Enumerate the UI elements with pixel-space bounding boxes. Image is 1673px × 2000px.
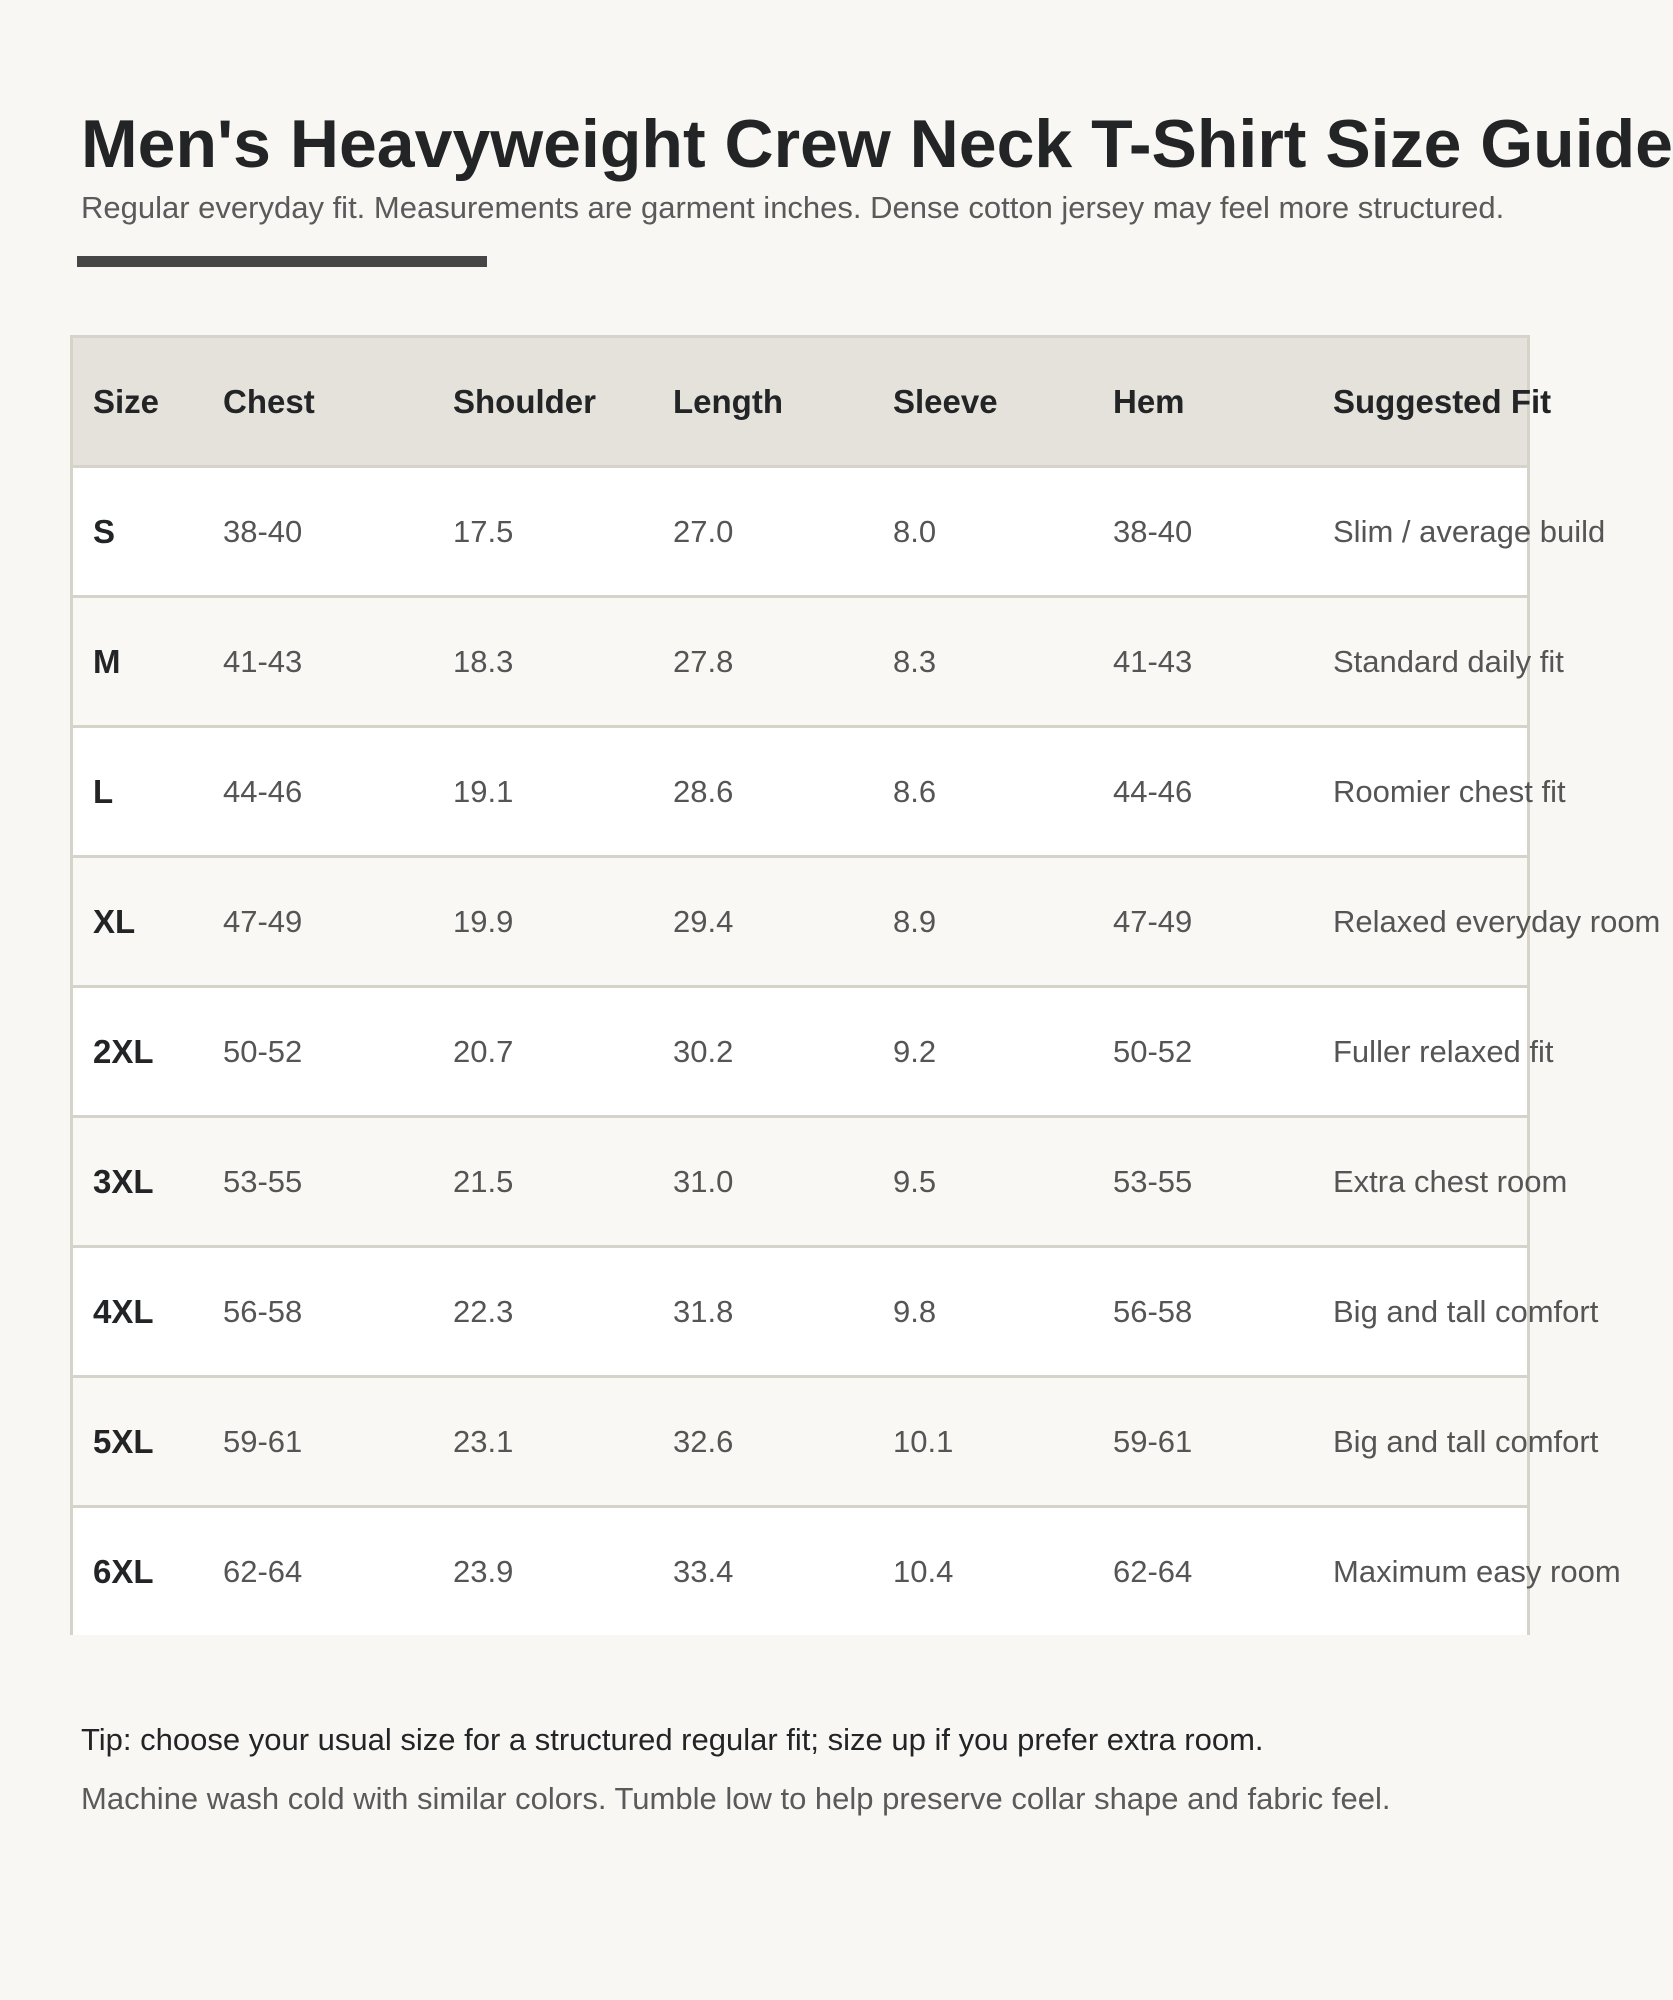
column-header-size: Size [73,338,203,467]
sleeve-cell: 8.9 [873,857,1093,987]
suggested-fit-cell: Big and tall comfort [1313,1377,1527,1507]
hem-cell: 62-64 [1093,1507,1313,1636]
size-cell: 5XL [73,1377,203,1507]
sleeve-cell: 8.3 [873,597,1093,727]
length-cell: 30.2 [653,987,873,1117]
sleeve-cell: 10.1 [873,1377,1093,1507]
size-cell: L [73,727,203,857]
hem-cell: 38-40 [1093,467,1313,597]
page-title: Men's Heavyweight Crew Neck T-Shirt Size Guide [81,106,1673,182]
suggested-fit-cell: Fuller relaxed fit [1313,987,1527,1117]
shoulder-cell: 21.5 [433,1117,653,1247]
sleeve-cell: 8.0 [873,467,1093,597]
chest-cell: 50-52 [203,987,433,1117]
sleeve-cell: 9.2 [873,987,1093,1117]
page-subtitle: Regular everyday fit. Measurements are garment inches. Dense cotton jersey may feel more structured. [81,190,1505,225]
shoulder-cell: 23.9 [433,1507,653,1636]
table-row [73,1377,1527,1507]
suggested-fit-cell: Relaxed everyday room [1313,857,1527,987]
length-cell: 27.0 [653,467,873,597]
hem-cell: 56-58 [1093,1247,1313,1377]
suggested-fit-cell: Extra chest room [1313,1117,1527,1247]
hem-cell: 47-49 [1093,857,1313,987]
size-cell: 4XL [73,1247,203,1377]
size-chart-table [73,338,1661,1635]
sleeve-cell: 10.4 [873,1507,1093,1636]
table-row [73,1247,1527,1377]
table-header-row [73,338,1527,467]
suggested-fit-cell: Roomier chest fit [1313,727,1527,857]
sleeve-cell: 9.5 [873,1117,1093,1247]
table-row [73,987,1527,1117]
size-cell: S [73,467,203,597]
size-cell: 2XL [73,987,203,1117]
suggested-fit-cell: Slim / average build [1313,467,1527,597]
chest-cell: 41-43 [203,597,433,727]
chest-cell: 59-61 [203,1377,433,1507]
column-header-sleeve: Sleeve [873,338,1093,467]
length-cell: 27.8 [653,597,873,727]
shoulder-cell: 17.5 [433,467,653,597]
table-row [73,1117,1527,1247]
column-header-shoulder: Shoulder [433,338,653,467]
length-cell: 32.6 [653,1377,873,1507]
length-cell: 31.8 [653,1247,873,1377]
size-cell: 3XL [73,1117,203,1247]
table-row [73,597,1527,727]
chest-cell: 62-64 [203,1507,433,1636]
shoulder-cell: 20.7 [433,987,653,1117]
table-row [73,467,1527,597]
title-divider [77,256,487,267]
hem-cell: 44-46 [1093,727,1313,857]
shoulder-cell: 19.1 [433,727,653,857]
table-row [73,727,1527,857]
column-header-suggested-fit: Suggested Fit [1313,338,1527,467]
column-header-length: Length [653,338,873,467]
size-cell: XL [73,857,203,987]
size-cell: 6XL [73,1507,203,1636]
length-cell: 28.6 [653,727,873,857]
column-header-chest: Chest [203,338,433,467]
sleeve-cell: 9.8 [873,1247,1093,1377]
suggested-fit-cell: Big and tall comfort [1313,1247,1527,1377]
length-cell: 33.4 [653,1507,873,1636]
sleeve-cell: 8.6 [873,727,1093,857]
suggested-fit-cell: Standard daily fit [1313,597,1527,727]
chest-cell: 56-58 [203,1247,433,1377]
care-instructions: Machine wash cold with similar colors. Tumble low to help preserve collar shape and fabric feel. [81,1781,1391,1816]
hem-cell: 53-55 [1093,1117,1313,1247]
table-row [73,1507,1527,1636]
chest-cell: 47-49 [203,857,433,987]
chest-cell: 53-55 [203,1117,433,1247]
length-cell: 29.4 [653,857,873,987]
shoulder-cell: 23.1 [433,1377,653,1507]
column-header-hem: Hem [1093,338,1313,467]
chest-cell: 38-40 [203,467,433,597]
shoulder-cell: 22.3 [433,1247,653,1377]
shoulder-cell: 18.3 [433,597,653,727]
hem-cell: 50-52 [1093,987,1313,1117]
chest-cell: 44-46 [203,727,433,857]
size-chart-table-container [70,335,1661,1635]
hem-cell: 59-61 [1093,1377,1313,1507]
shoulder-cell: 19.9 [433,857,653,987]
fit-tip: Tip: choose your usual size for a structured regular fit; size up if you prefer extra room. [81,1722,1264,1757]
suggested-fit-cell: Maximum easy room [1313,1507,1527,1636]
hem-cell: 41-43 [1093,597,1313,727]
length-cell: 31.0 [653,1117,873,1247]
table-row [73,857,1527,987]
size-cell: M [73,597,203,727]
